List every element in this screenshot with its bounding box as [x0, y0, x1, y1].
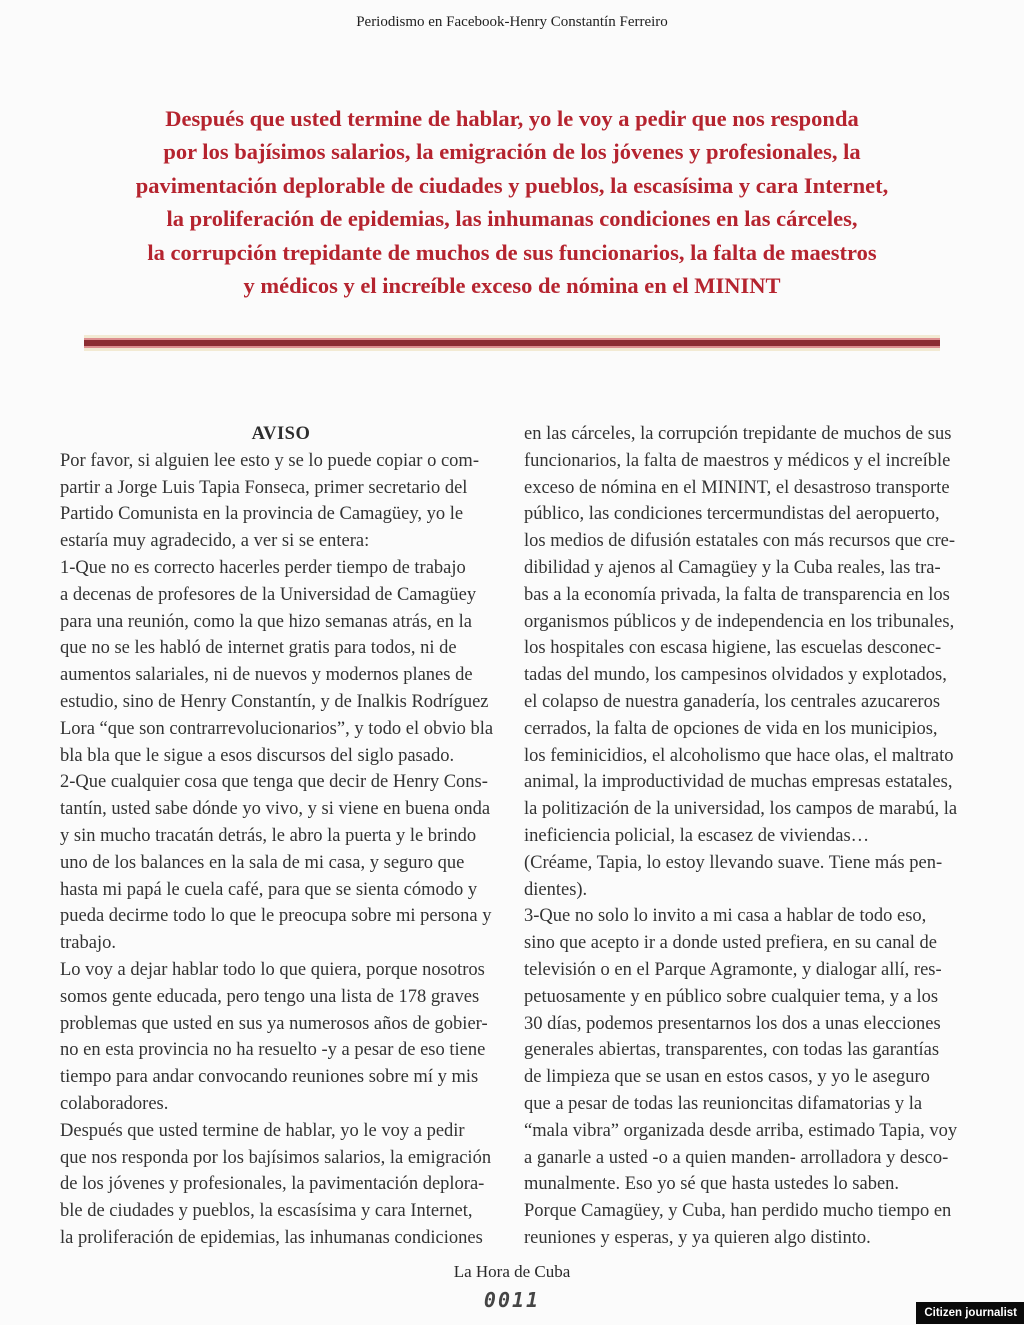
text-line: animal, la improductividad de muchas empresas estatales, [524, 772, 953, 793]
text-line: Lo voy a dejar hablar todo lo que quiera, porque nosotros [60, 959, 485, 980]
text-line: televisión o en el Parque Agramonte, y dialogar allí, res- [524, 959, 942, 980]
text-line: los medios de difusión estatales con más recursos que cre- [524, 531, 956, 552]
text-line: no en esta provincia no ha resuelto -y a pesar de eso tiene [60, 1040, 486, 1061]
text-line: pueda decirme todo lo que le preocupa sobre mi persona y [60, 906, 492, 927]
text-line: a decenas de profesores de la Universidad de Camagüey [60, 584, 477, 605]
headline-line: la corrupción trepidante de muchos de sus funcionarios, la falta de maestros [147, 239, 877, 265]
text-line: Después que usted termine de hablar, yo le voy a pedir [60, 1120, 465, 1141]
text-line: funcionarios, la falta de maestros y médicos y el increíble [524, 450, 951, 471]
headline-line: pavimentación deplorable de ciudades y pueblos, la escasísima y cara Internet, [135, 172, 889, 198]
text-line: exceso de nómina en el MININT, el desastroso transporte [524, 477, 950, 498]
text-line: reuniones y esperas, y ya quieren algo distinto. [524, 1227, 871, 1248]
article-body [60, 421, 966, 1252]
text-line: 3-Que no solo lo invito a mi casa a hablar de todo eso, [524, 906, 927, 927]
text-line: de los jóvenes y profesionales, la pavimentación deplora- [60, 1174, 485, 1195]
text-line: uno de los balances en la sala de mi casa, y seguro que [60, 852, 465, 873]
text-line: que a pesar de todas las reunioncitas difamatorias y la [524, 1093, 923, 1114]
headline-line: y médicos y el increíble exceso de nómina en el MININT [243, 273, 781, 299]
text-line: partir a Jorge Luis Tapia Fonseca, primer secretario del [60, 477, 468, 498]
text-line: munalmente. Eso yo sé que hasta ustedes lo saben. [524, 1174, 900, 1195]
text-line: estaría muy agradecido, a ver si se entera: [60, 531, 370, 552]
text-line: los hospitales con escasa higiene, las escuelas desconec- [524, 638, 942, 659]
text-line: tantín, usted sabe dónde yo vivo, y si viene en buena onda [60, 799, 491, 820]
page-header-title: Periodismo en Facebook-Henry Constantín Ferreiro [356, 14, 668, 30]
headline-line: la proliferación de epidemias, las inhumanas condiciones en las cárceles, [166, 206, 858, 232]
text-line: ineficiencia policial, la escasez de viviendas… [524, 825, 870, 846]
text-line: sino que acepto ir a donde usted prefiera, en su canal de [524, 933, 937, 954]
text-line: organismos públicos y de independencia en los tribunales, [524, 611, 955, 632]
text-line: Lora “que son contrarrevolucionarios”, y todo el obvio bla [60, 718, 494, 739]
text-line: bas a la economía privada, la falta de transparencia en los [524, 584, 950, 605]
text-line: 2-Que cualquier cosa que tenga que decir de Henry Cons- [60, 772, 488, 793]
text-line: dientes). [524, 879, 588, 900]
text-line: cerrados, la falta de opciones de vida en los municipios, [524, 718, 938, 739]
text-line: la proliferación de epidemias, las inhumanas condiciones [60, 1227, 483, 1248]
text-line: tiempo para andar convocando reuniones sobre mí y mis [60, 1067, 479, 1088]
text-line: trabajo. [60, 933, 116, 954]
text-line: Por favor, si alguien lee esto y se lo puede copiar o com- [60, 450, 479, 471]
text-line: los feminicidios, el alcoholismo que hace olas, el maltrato [524, 745, 954, 766]
text-line: a ganarle a usted -o a quien manden- arrolladora y desco- [524, 1147, 949, 1168]
text-line: somos gente educada, pero tengo una lista de 178 graves [60, 986, 480, 1007]
text-line: 30 días, podemos presentarnos los dos a unas elecciones [524, 1013, 941, 1034]
headline-line: por los bajísimos salarios, la emigración de los jóvenes y profesionales, la [163, 139, 861, 165]
left-column-text [60, 448, 502, 1252]
text-line: y sin mucho tracatán detrás, le abro la puerta y le brindo [60, 825, 477, 846]
text-line: bla bla que le sigue a esos discursos del siglo pasado. [60, 745, 455, 766]
headline-block [72, 102, 952, 302]
text-line: ble de ciudades y pueblos, la escasísima y cara Internet, [60, 1201, 473, 1222]
publication-name: La Hora de Cuba [453, 1262, 571, 1281]
decorative-rule [84, 335, 940, 351]
text-line: (Créame, Tapia, lo estoy llevando suave. Tiene más pen- [524, 852, 943, 873]
hit-counter: 0011 [483, 1288, 541, 1312]
text-line: público, las condiciones tercermundistas del aeropuerto, [524, 504, 940, 525]
citizen-journalist-badge: Citizen journalist [916, 1302, 1024, 1324]
text-line: colaboradores. [60, 1093, 169, 1114]
text-line: problemas que usted en sus ya numerosos años de gobier- [60, 1013, 488, 1034]
text-line: 1-Que no es correcto hacerles perder tiempo de trabajo [60, 557, 466, 578]
text-line: aumentos salariales, ni de nuevos y modernos planes de [60, 665, 473, 686]
text-line: de limpieza que se usan en estos casos, y yo le aseguro [524, 1067, 930, 1088]
text-line: hasta mi papá le cuela café, para que se sienta cómodo y [60, 879, 478, 900]
right-column [524, 421, 966, 1252]
text-line: Partido Comunista en la provincia de Camagüey, yo le [60, 504, 464, 525]
text-line: el colapso de nuestra ganadería, los centrales azucareros [524, 691, 941, 712]
notice-title: AVISO [251, 424, 311, 444]
right-column-text [524, 421, 966, 1252]
text-line: estudio, sino de Henry Constantín, y de Inalkis Rodríguez [60, 691, 489, 712]
text-line: generales abiertas, transparentes, con todas las garantías [524, 1040, 940, 1061]
text-line: dibilidad y ajenos al Camagüey y la Cuba reales, las tra- [524, 557, 941, 578]
text-line: en las cárceles, la corrupción trepidante de muchos de sus [524, 424, 952, 444]
text-line: petuosamente y en público sobre cualquier tema, y a los [524, 986, 939, 1007]
text-line: que no se les habló de internet gratis para todos, ni de [60, 638, 457, 659]
text-line: para una reunión, como la que hizo semanas atrás, en la [60, 611, 472, 632]
text-line: Porque Camagüey, y Cuba, han perdido mucho tiempo en [524, 1201, 952, 1222]
text-line: tadas del mundo, los campesinos olvidados y explotados, [524, 665, 947, 686]
text-line: la politización de la universidad, los campos de marabú, la [524, 799, 958, 820]
text-line: que nos responda por los bajísimos salarios, la emigración [60, 1147, 492, 1168]
text-line: “mala vibra” organizada desde arriba, estimado Tapia, voy [524, 1120, 958, 1141]
headline-line: Después que usted termine de hablar, yo le voy a pedir que nos responda [165, 106, 859, 131]
left-column [60, 421, 502, 1252]
